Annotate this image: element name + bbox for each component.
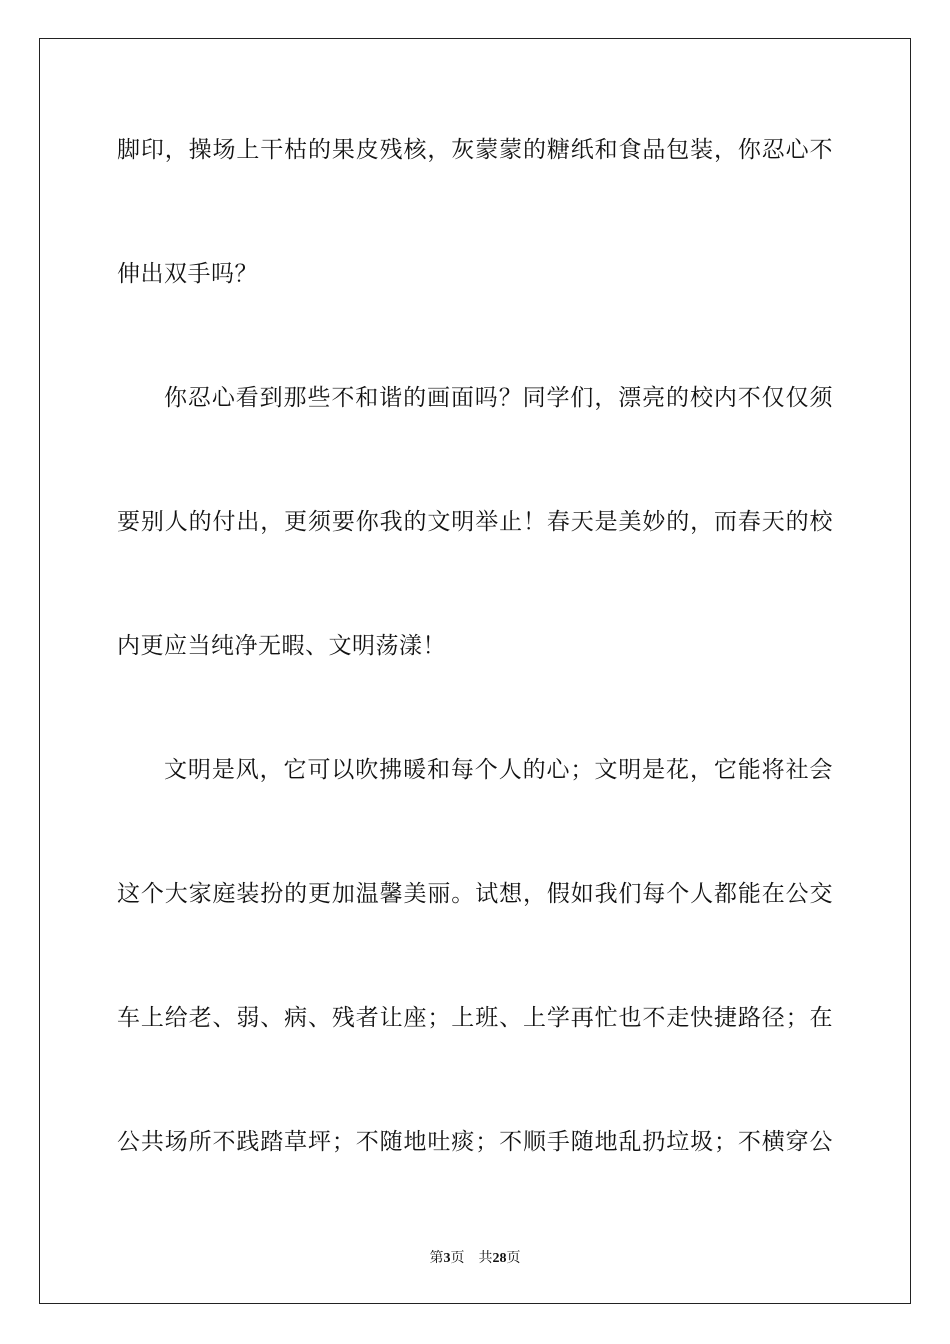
footer-page-suffix: 页 (450, 1251, 465, 1266)
page-border (39, 38, 911, 1304)
body-line-6: 文明是风，它可以吹拂暖和每个人的心；文明是花，它能将社会 (164, 757, 833, 783)
footer-page-number: 3 (443, 1251, 451, 1266)
body-line-1: 脚印，操场上干枯的果皮残核，灰蒙蒙的糖纸和食品包装，你忍心不 (117, 137, 833, 163)
body-line-4: 要别人的付出，更须要你我的文明举止！春天是美妙的，而春天的校 (117, 509, 833, 535)
body-line-7: 这个大家庭装扮的更加温馨美丽。试想，假如我们每个人都能在公交 (117, 881, 833, 907)
body-line-2: 伸出双手吗？ (117, 261, 258, 287)
footer-total-pages: 28 (492, 1251, 507, 1266)
body-line-9: 公共场所不践踏草坪；不随地吐痰；不顺手随地乱扔垃圾；不横穿公 (117, 1129, 833, 1155)
footer-prefix: 第 (429, 1251, 444, 1266)
body-line-3: 你忍心看到那些不和谐的画面吗？同学们，漂亮的校内不仅仅须 (164, 385, 833, 411)
footer-total-prefix: 共 (478, 1251, 493, 1266)
body-line-5: 内更应当纯净无暇、文明荡漾！ (117, 633, 446, 659)
page-footer (0, 1247, 950, 1267)
footer-total-suffix: 页 (506, 1251, 521, 1266)
body-line-8: 车上给老、弱、病、残者让座；上班、上学再忙也不走快捷路径；在 (117, 1005, 833, 1031)
